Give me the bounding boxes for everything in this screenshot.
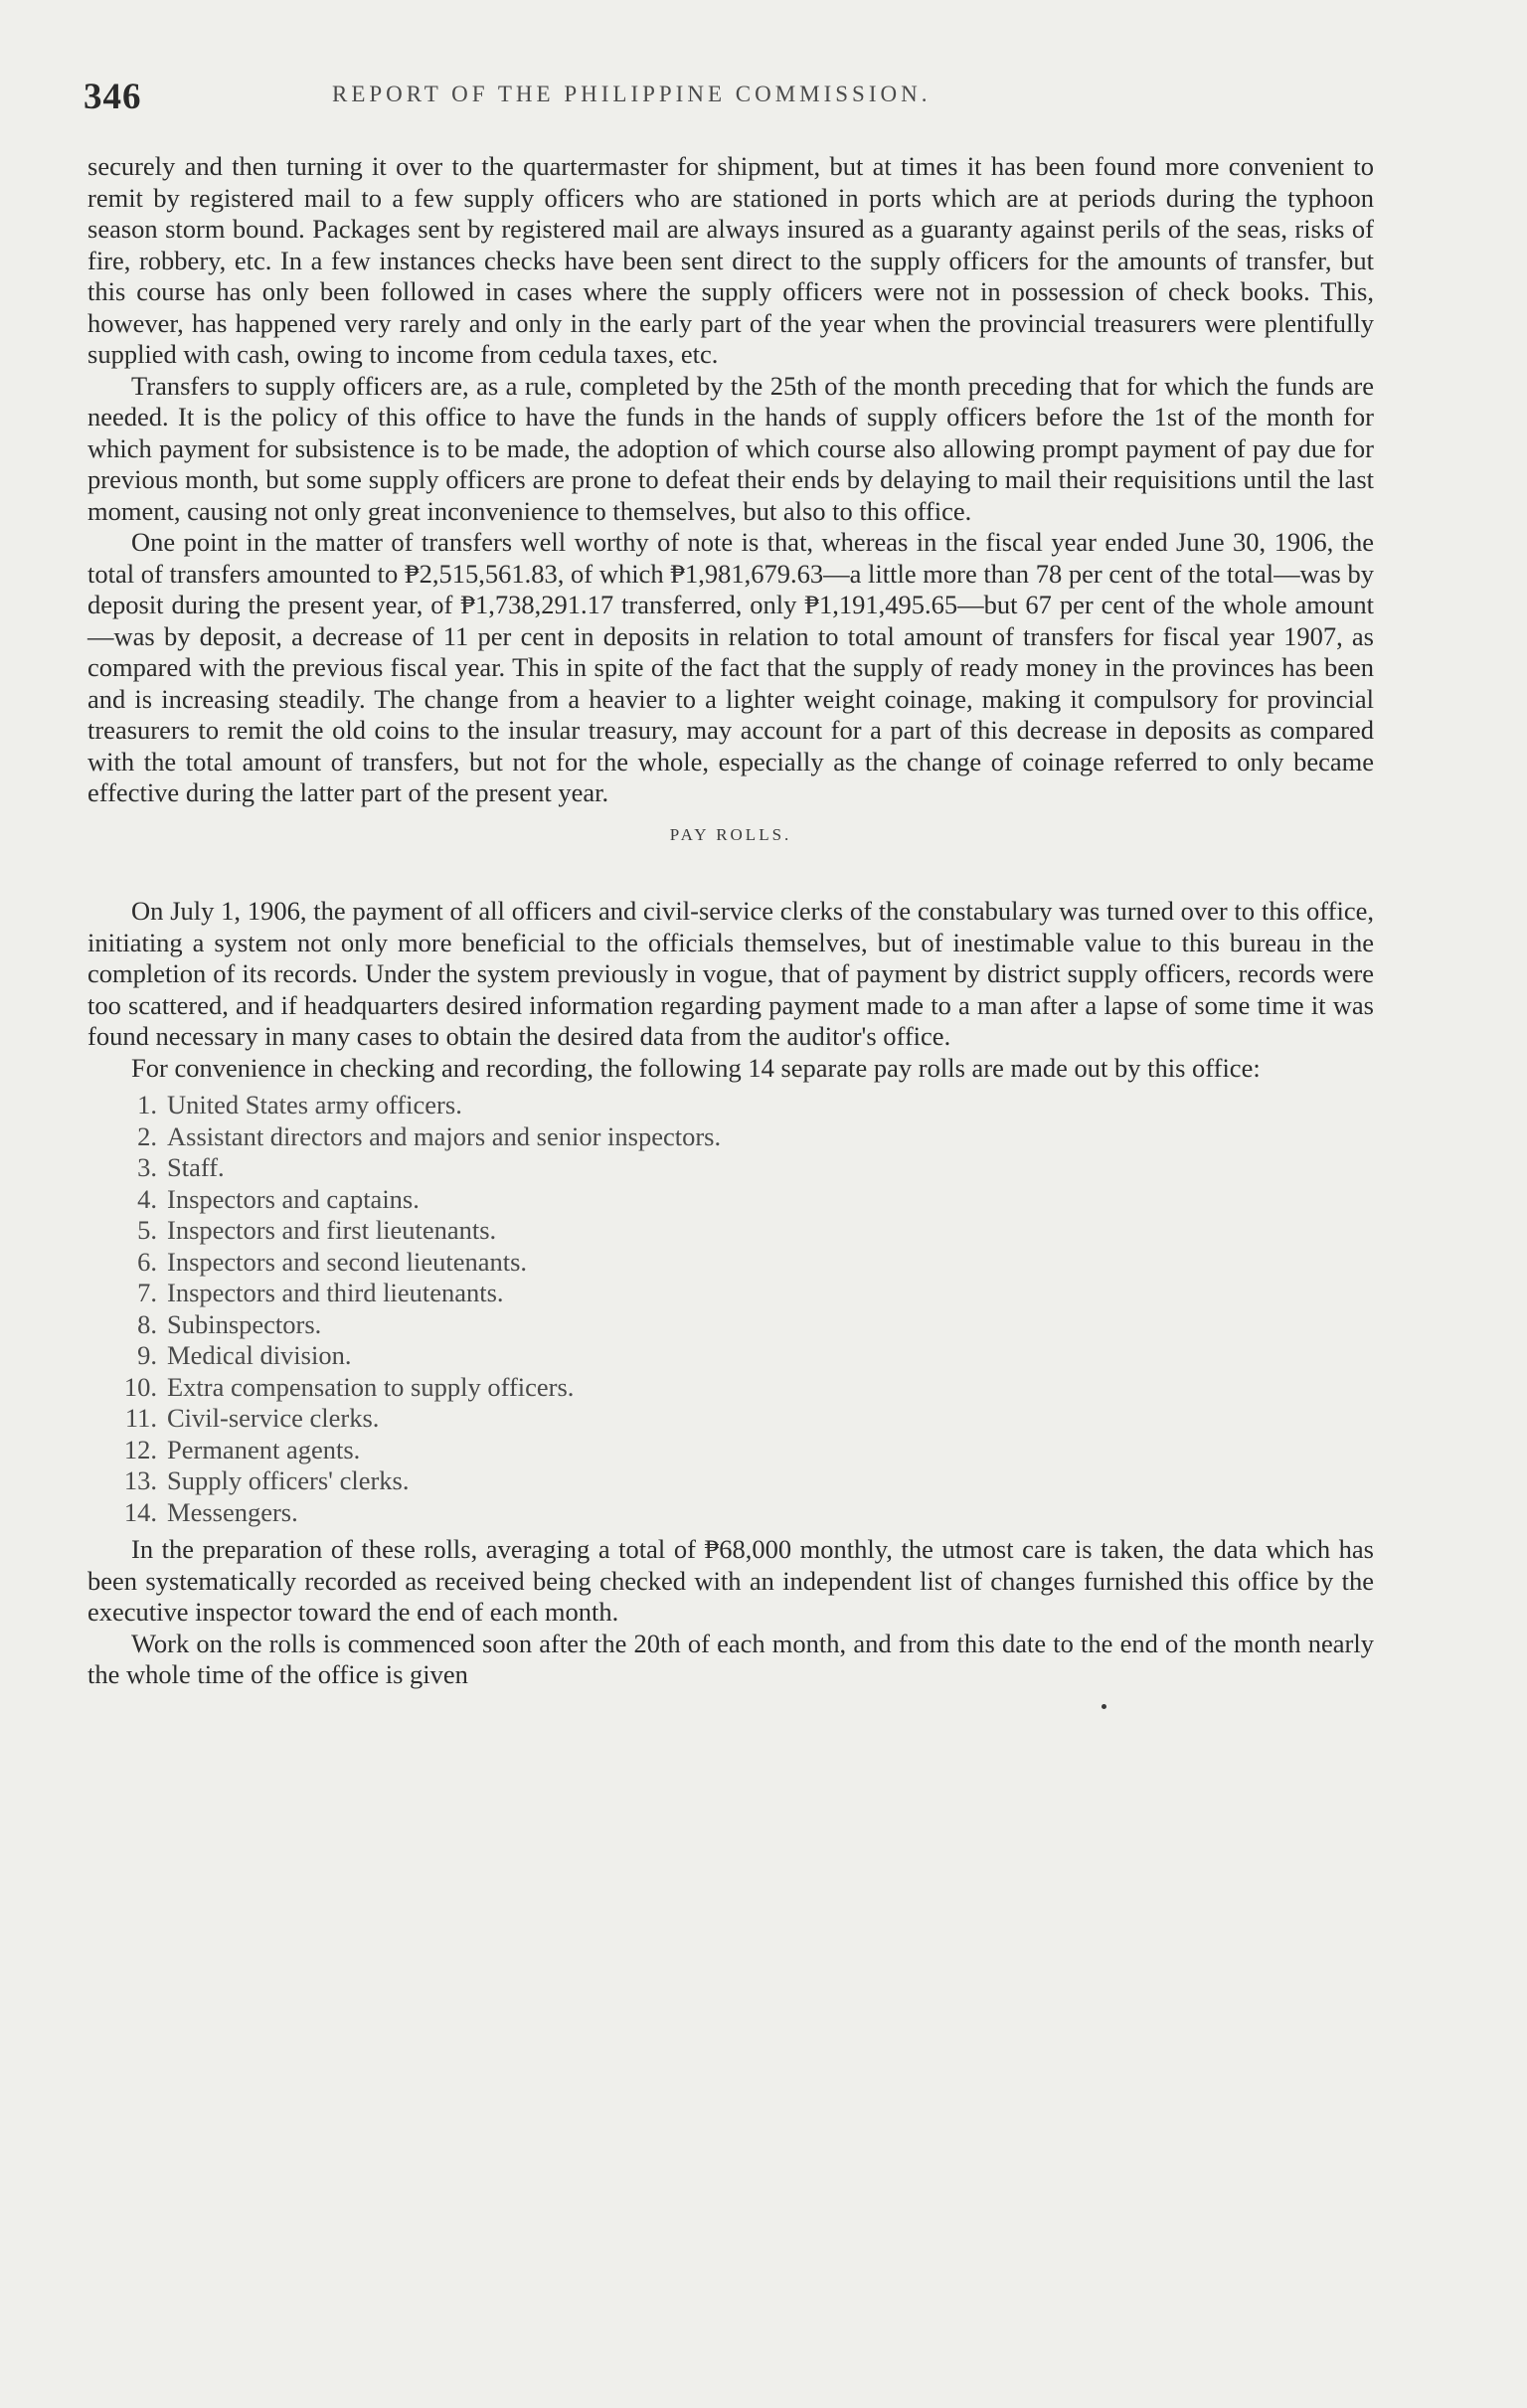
list-item-number: 8. bbox=[137, 1308, 157, 1339]
list-item-number: 3. bbox=[137, 1152, 157, 1182]
list-item-number: 4. bbox=[137, 1183, 157, 1214]
list-item-number: 1. bbox=[137, 1090, 157, 1119]
list-item bbox=[87, 1465, 1374, 1497]
pay-rolls-list bbox=[87, 1090, 1374, 1528]
list-item-label: Inspectors and captains. bbox=[167, 1183, 420, 1214]
list-item-number: 10. bbox=[123, 1371, 157, 1402]
body-text bbox=[87, 151, 1374, 1691]
page-number: 346 bbox=[84, 77, 142, 117]
list-item-label: Messengers. bbox=[167, 1496, 298, 1527]
list-item-label: Subinspectors. bbox=[167, 1308, 322, 1339]
list-item bbox=[87, 1497, 1374, 1529]
paragraph-continued: securely and then turning it over to the quartermaster for shipment, but at times it has been found more convenient to remit by registered mail to a few supply officers who are stationed in ports which are at periods during the typhoon season storm bound. Packages sent by registered mail are always insured as a guaranty against perils of the seas, risks of fire, robbery, etc. In a few instances checks have been sent direct to the supply officers for the amounts of transfer, but this course has only been followed in cases where the supply officers were not in possession of check books. This, however, has happened very rarely and only in the early part of the year when the provincial treasurers were plentifully supplied with cash, owing to income from cedula taxes, etc. bbox=[87, 151, 1374, 369]
paragraph-pay-rolls-intro: On July 1, 1906, the payment of all officers and civil-service clerks of the constabulary was turned over to this office, initiating a system not only more beneficial to the officials themselves, but of inestimable value to this bureau in the completion of its records. Under the system previously in vogue, that of payment by district supply officers, records were too scattered, and if headquarters desired information regarding payment made to a man after a lapse of some time it was found necessary in many cases to obtain the desired data from the auditor's office. bbox=[87, 896, 1374, 1051]
list-item bbox=[87, 1121, 1374, 1153]
list-item-number: 12. bbox=[123, 1434, 157, 1464]
list-item bbox=[87, 1309, 1374, 1341]
list-item bbox=[87, 1278, 1374, 1309]
list-item bbox=[87, 1435, 1374, 1466]
list-item-number: 5. bbox=[137, 1215, 157, 1245]
list-item bbox=[87, 1184, 1374, 1216]
list-item-label: Staff. bbox=[167, 1152, 225, 1182]
list-item-label: United States army officers. bbox=[167, 1090, 462, 1119]
stray-mark bbox=[1102, 1704, 1106, 1709]
list-item-number: 7. bbox=[137, 1278, 157, 1307]
list-item-label: Inspectors and first lieutenants. bbox=[167, 1215, 497, 1245]
paragraph-pay-rolls-list-intro: For convenience in checking and recording, the following 14 separate pay rolls are made out by this office: bbox=[131, 1052, 1261, 1083]
section-heading-pay-rolls: PAY ROLLS. bbox=[669, 824, 792, 844]
list-item-number: 2. bbox=[137, 1120, 157, 1151]
list-item-number: 13. bbox=[123, 1465, 157, 1495]
list-item-number: 14. bbox=[123, 1496, 157, 1527]
page-header bbox=[84, 76, 1376, 125]
list-item-label: Assistant directors and majors and senior inspectors. bbox=[167, 1120, 722, 1151]
list-item-number: 6. bbox=[137, 1246, 157, 1277]
list-item-label: Medical division. bbox=[167, 1340, 352, 1370]
paragraph-rolls-preparation: In the preparation of these rolls, averaging a total of ₱68,000 monthly, the utmost care is taken, the data which has been systematically recorded as received being checked with an independent list of changes furnished this office by the executive inspector toward the end of each month. bbox=[87, 1534, 1374, 1627]
list-item-label: Extra compensation to supply officers. bbox=[167, 1371, 575, 1402]
list-item-number: 9. bbox=[137, 1340, 157, 1370]
list-item bbox=[87, 1340, 1374, 1372]
list-item bbox=[87, 1372, 1374, 1404]
paragraph-transfers-note: One point in the matter of transfers well worthy of note is that, whereas in the fiscal year ended June 30, 1906, the total of transfers amounted to ₱2,515,561.83, of which ₱1,981,679.63—a little more than 78 per cent of the total—was by deposit during the present year, of ₱1,738,291.17 transferred, only ₱1,191,495.65—but 67 per cent of the whole amount—was by deposit, a decrease of 11 per cent in deposits in relation to total amount of transfers for fiscal year 1907, as compared with the previous fiscal year. This in spite of the fact that the supply of ready money in the provinces has been and is increasing steadily. The change from a heavier to a lighter weight coinage, making it compulsory for provincial treasurers to remit the old coins to the insular treasury, may account for a part of this decrease in deposits as compared with the total amount of transfers, but not for the whole, especially as the change of coinage referred to only became effective during the latter part of the present year. bbox=[87, 527, 1374, 807]
list-item-label: Inspectors and third lieutenants. bbox=[167, 1278, 504, 1307]
paragraph-rolls-work: Work on the rolls is commenced soon after the 20th of each month, and from this date to the end of the month nearly the whole time of the office is given bbox=[87, 1628, 1374, 1689]
list-item bbox=[87, 1090, 1374, 1121]
list-item-label: Permanent agents. bbox=[167, 1434, 361, 1464]
list-item bbox=[87, 1247, 1374, 1279]
list-item bbox=[87, 1215, 1374, 1247]
paragraph-transfers: Transfers to supply officers are, as a rule, completed by the 25th of the month preceding that for which the funds are needed. It is the policy of this office to have the funds in the hands of supply officers before the 1st of the month for which payment for subsistence is to be made, the adoption of which course also allowing prompt payment of pay due for previous month, but some supply officers are prone to defeat their ends by delaying to mail their requisitions until the last moment, causing not only great inconvenience to themselves, but also to this office. bbox=[87, 370, 1374, 526]
list-item-label: Supply officers' clerks. bbox=[167, 1465, 410, 1495]
list-item bbox=[87, 1403, 1374, 1435]
list-item-number: 11. bbox=[124, 1403, 157, 1433]
list-item bbox=[87, 1152, 1374, 1184]
list-item-label: Inspectors and second lieutenants. bbox=[167, 1246, 528, 1277]
list-item-label: Civil-service clerks. bbox=[167, 1403, 380, 1433]
running-head: REPORT OF THE PHILIPPINE COMMISSION. bbox=[332, 82, 932, 106]
